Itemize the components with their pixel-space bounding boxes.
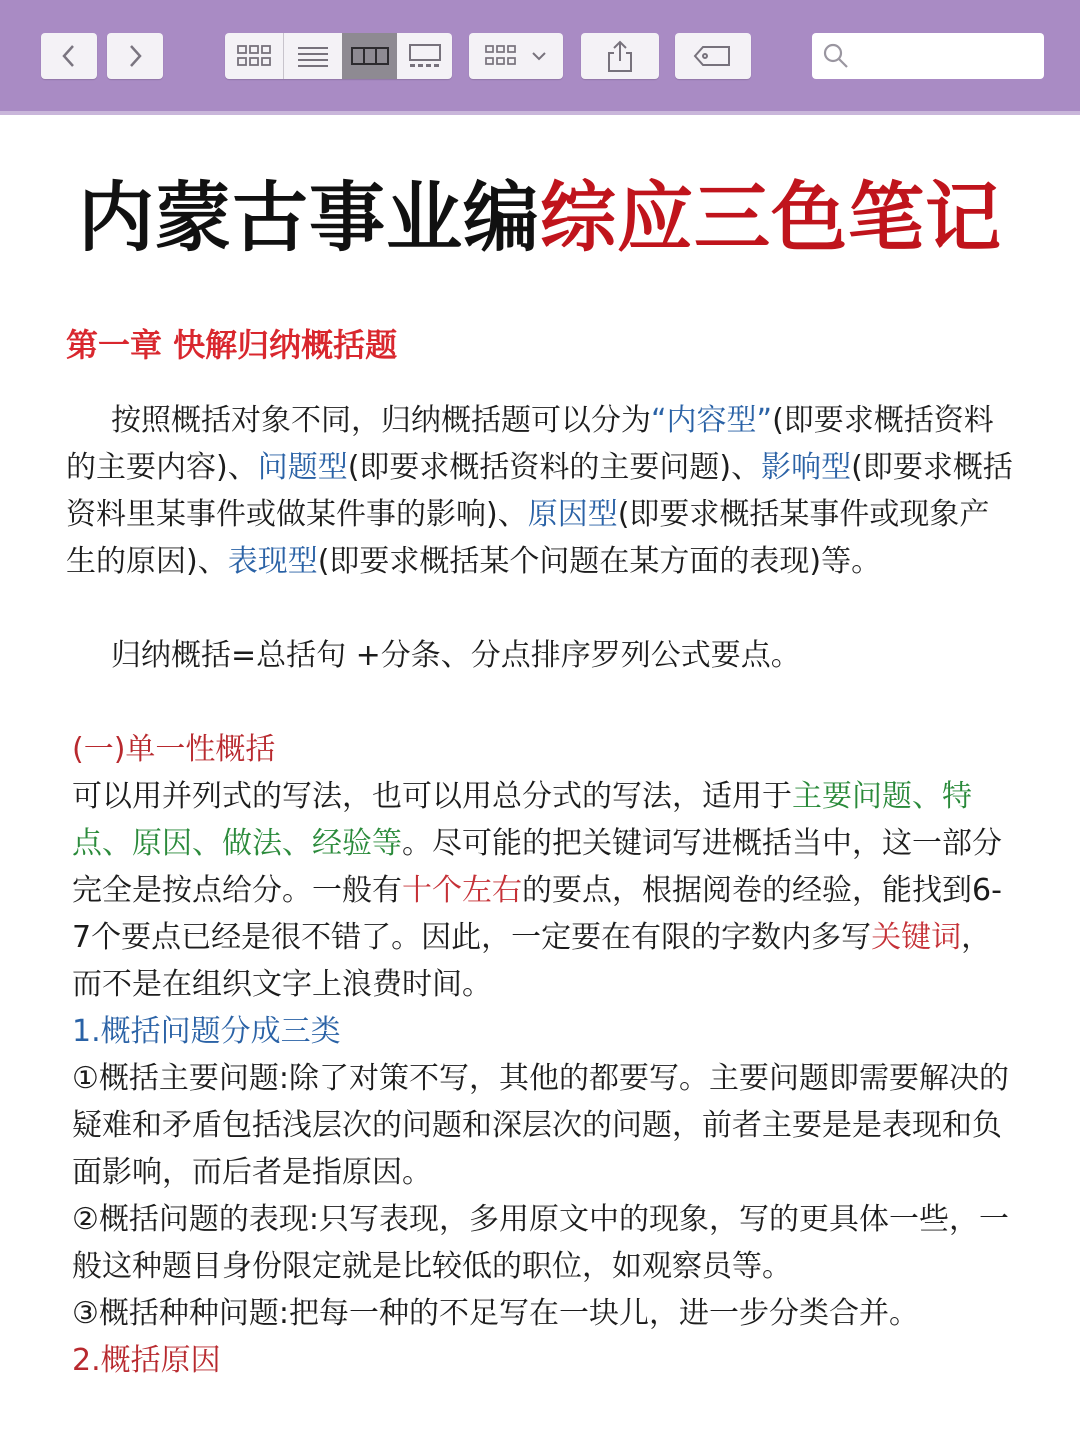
text: (即要求概括某事件或现象产生的原因)、 — [66, 497, 990, 579]
back-button[interactable] — [41, 33, 97, 79]
search-input[interactable] — [856, 41, 1036, 73]
text: 可以用并列式的写法，也可以用总分式的写法，适用于 — [72, 779, 792, 814]
column-view-icon — [350, 44, 390, 68]
text: (即要求概括资料的主要内容)、 — [66, 403, 994, 485]
share-icon — [605, 39, 635, 73]
keyword-content-type: “内容型” — [651, 403, 773, 438]
tag-button[interactable] — [675, 33, 751, 79]
tag-icon — [693, 44, 733, 68]
title-black-part: 内蒙古事业编 — [78, 173, 540, 262]
search-icon — [822, 42, 850, 70]
text: (即要求概括某个问题在某方面的表现)等。 — [317, 544, 882, 579]
view-mode-control — [225, 33, 452, 79]
keyword-impact-type: 影响型 — [761, 450, 852, 485]
section-heading-single: (一)单一性概括 — [72, 732, 276, 767]
chevron-right-icon — [127, 44, 143, 68]
grid-view-button[interactable] — [225, 33, 283, 79]
chevron-left-icon — [61, 44, 77, 68]
list-view-icon — [296, 44, 330, 68]
text: (即要求概括资料里某事件或做某件事的影响)、 — [66, 450, 1013, 532]
section-heading-causes: 2.概括原因 — [72, 1343, 221, 1378]
formula-paragraph: 归纳概括=总括句 +分条、分点排序罗列公式要点。 — [111, 638, 801, 673]
group-by-button[interactable] — [469, 33, 563, 79]
share-button[interactable] — [581, 33, 659, 79]
text: ，而不是在组织文字上浪费时间。 — [72, 920, 992, 1002]
text: 按照概括对象不同，归纳概括题可以分为 — [111, 403, 651, 438]
chevron-down-icon — [530, 50, 548, 62]
keyword-manifestation-type: 表现型 — [227, 544, 318, 579]
forward-button[interactable] — [107, 33, 163, 79]
grid-view-icon — [234, 43, 274, 69]
intro-paragraph — [66, 397, 1016, 585]
group-by-icon — [484, 43, 520, 69]
keyword-ten-points: 十个左右 — [402, 873, 522, 908]
page-title — [0, 168, 1080, 268]
list-view-button[interactable] — [284, 33, 342, 79]
keyword-cause-type: 原因型 — [527, 497, 618, 532]
toolbar — [0, 0, 1080, 115]
single-summary-paragraph — [72, 773, 1017, 1008]
text: 。尽可能的把关键词写进概括当中，这一部分完全是按点给分。一般有 — [72, 826, 1002, 908]
keyword-keywords: 关键词 — [871, 920, 962, 955]
keyword-problem-type: 问题型 — [257, 450, 348, 485]
text: (即要求概括资料的主要问题)、 — [347, 450, 762, 485]
chapter-heading: 第一章 快解归纳概括题 — [66, 326, 398, 364]
search-field[interactable] — [812, 33, 1044, 79]
text: 的要点，根据阅卷的经验，能找到6-7个要点已经是很不错了。因此，一定要在有限的字数内多写 — [72, 873, 1002, 955]
keyword-applicable: 主要问题、特点、原因、做法、经验等 — [72, 779, 972, 861]
gallery-view-button[interactable] — [397, 33, 452, 79]
list-item-problem-manifestation: ②概括问题的表现:只写表现，多用原文中的现象，写的更具体一些，一般这种题目身份限定就是比较低的职位，如观察员等。 — [72, 1202, 1010, 1284]
section-heading-problem-types: 1.概括问题分成三类 — [72, 1014, 341, 1049]
list-item-various-problems: ③概括种种问题:把每一种的不足写在一块儿，进一步分类合并。 — [72, 1296, 920, 1331]
gallery-view-icon — [405, 42, 445, 70]
list-item-main-problems: ①概括主要问题:除了对策不写，其他的都要写。主要问题即需要解决的疑难和矛盾包括浅层次的问题和深层次的问题，前者主要是是表现和负面影响，而后者是指原因。 — [72, 1061, 1010, 1190]
column-view-button[interactable] — [342, 33, 397, 79]
title-red-part: 综应三色笔记 — [540, 173, 1002, 262]
